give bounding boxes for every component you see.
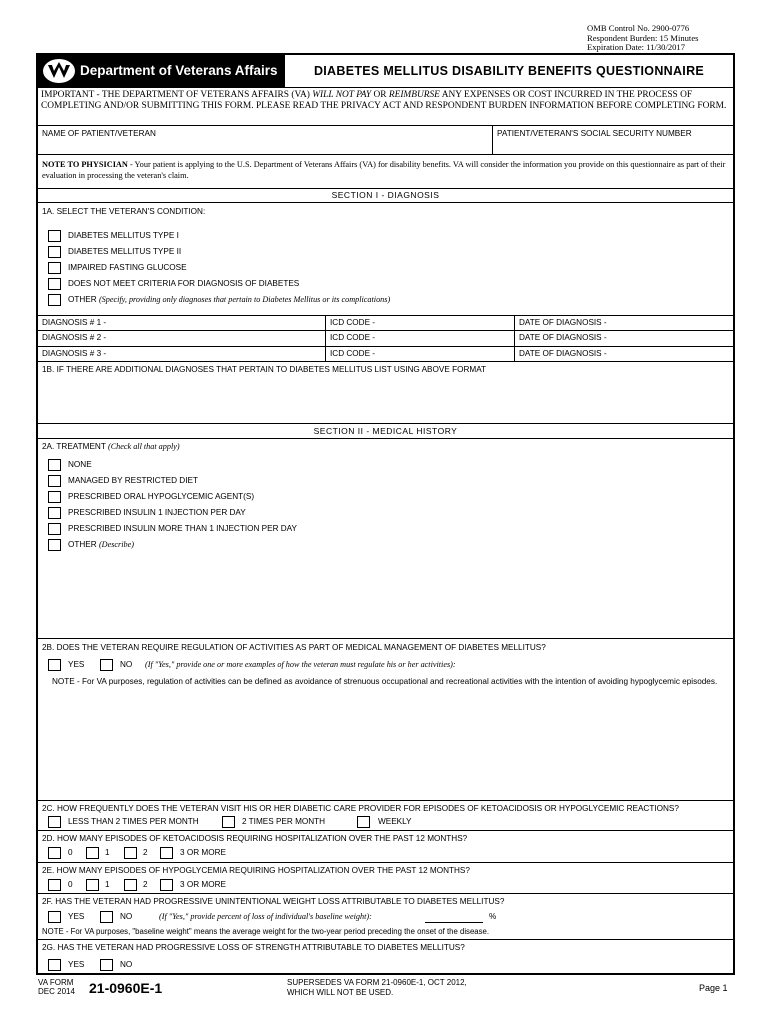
q2d-2-checkbox[interactable] [124, 847, 137, 859]
question-2f [38, 894, 733, 940]
va-logo-icon [41, 58, 77, 84]
ifg-checkbox[interactable] [48, 262, 61, 274]
omb-control: OMB Control No. 2900-0776 [587, 23, 690, 33]
footer-page: Page 1 [699, 983, 728, 993]
question-2c [38, 801, 733, 831]
treatment-insulin-1-label: PRESCRIBED INSULIN 1 INJECTION PER DAY [68, 508, 246, 517]
q2c-weekly-checkbox[interactable] [357, 816, 370, 828]
department-name: Department of Veterans Affairs [80, 63, 278, 78]
q2d-0-checkbox[interactable] [48, 847, 61, 859]
icd-3-label: ICD CODE - [330, 349, 376, 358]
ssn-label: PATIENT/VETERAN'S SOCIAL SECURITY NUMBER [497, 129, 692, 138]
q2c-weekly-label: WEEKLY [378, 817, 412, 826]
q2b-note: (If "Yes," provide one or more examples of how the veteran must regulate his or her activities): [145, 660, 456, 669]
omb-expiration: Expiration Date: 11/30/2017 [587, 42, 686, 53]
type1-checkbox[interactable] [48, 230, 61, 242]
treatment-other-note: (Describe) [98, 540, 134, 549]
footer-date: DEC 2014 [38, 987, 75, 996]
diagnosis-3-label: DIAGNOSIS # 3 - [42, 349, 107, 358]
q2b-note-2: NOTE - For VA purposes, regulation of activities can be defined as avoidance of strenuous occupational and recreational activities with the intention of avoiding hypoglycemic episodes. [52, 677, 718, 686]
percent-input-line[interactable] [425, 922, 483, 923]
form-title: DIABETES MELLITUS DISABILITY BENEFITS QUESTIONNAIRE [313, 64, 705, 78]
q2e-label: 2E. HOW MANY EPISODES OF HYPOGLYCEMIA REQUIRING HOSPITALIZATION OVER THE PAST 12 MONTHS? [42, 866, 470, 875]
footer-form-id [38, 978, 75, 996]
q2c-label: 2C. HOW FREQUENTLY DOES THE VETERAN VISIT HIS OR HER DIABETIC CARE PROVIDER FOR EPISODES OF KETOACIDOSIS OR HYPOGLYCEMIC REACTIONS? [42, 804, 679, 813]
q2e-0-label: 0 [68, 880, 73, 889]
diagnosis-1-label: DIAGNOSIS # 1 - [42, 318, 107, 327]
section-1-title: SECTION I - DIAGNOSIS [38, 189, 733, 203]
patient-name-label: NAME OF PATIENT/VETERAN [42, 129, 156, 138]
section-2-title: SECTION II - MEDICAL HISTORY [38, 424, 733, 439]
footer-supersedes [287, 978, 467, 998]
diagnosis-row [38, 347, 733, 362]
treatment-insulin-multi-checkbox[interactable] [48, 523, 61, 535]
note-to-physician [38, 155, 733, 189]
date-1-label: DATE OF DIAGNOSIS - [519, 318, 607, 327]
treatment-oral-label: PRESCRIBED ORAL HYPOGLYCEMIC AGENT(S) [68, 492, 255, 501]
important-notice [38, 88, 733, 126]
treatment-other-label [68, 540, 134, 549]
treatment-diet-label: MANAGED BY RESTRICTED DIET [68, 476, 198, 485]
q2g-no-checkbox[interactable] [100, 959, 113, 971]
form-header [38, 55, 733, 88]
q2a-note: (Check all that apply) [107, 442, 180, 451]
va-header-badge [38, 55, 285, 87]
date-3-label: DATE OF DIAGNOSIS - [519, 349, 607, 358]
q1b-label: 1B. IF THERE ARE ADDITIONAL DIAGNOSES THAT PERTAIN TO DIABETES MELLITUS LIST USING ABOVE FORMAT [42, 365, 487, 374]
q2e-3plus-checkbox[interactable] [160, 879, 173, 891]
patient-info-row [38, 126, 733, 155]
treatment-none-label: NONE [68, 460, 92, 469]
q2c-2times-label: 2 TIMES PER MONTH [242, 817, 326, 826]
q2e-2-checkbox[interactable] [124, 879, 137, 891]
footer-supersedes-2: WHICH WILL NOT BE USED. [287, 988, 394, 997]
question-2g [38, 940, 733, 975]
q2f-yes-label: YES [68, 912, 85, 921]
ifg-label: IMPAIRED FASTING GLUCOSE [68, 263, 187, 272]
treatment-diet-checkbox[interactable] [48, 475, 61, 487]
treatment-oral-checkbox[interactable] [48, 491, 61, 503]
other-note: (Specify, providing only diagnoses that pertain to Diabetes Mellitus or its complications) [98, 295, 391, 304]
divider [325, 316, 326, 330]
q2e-2-label: 2 [143, 880, 148, 889]
omb-burden: Respondent Burden: 15 Minutes [587, 32, 699, 43]
not-diabetes-checkbox[interactable] [48, 278, 61, 290]
note-label: NOTE TO PHYSICIAN [42, 160, 128, 169]
q2b-label: 2B. DOES THE VETERAN REQUIRE REGULATION OF ACTIVITIES AS PART OF MEDICAL MANAGEMENT OF DIABETES MELLITUS? [42, 643, 546, 652]
q2e-1-label: 1 [105, 880, 110, 889]
other-condition-checkbox[interactable] [48, 294, 61, 306]
divider [514, 347, 515, 361]
other-label: OTHER [68, 295, 97, 304]
important-text-1: IMPORTANT - THE DEPARTMENT OF VETERANS AFFAIRS (VA) [41, 90, 313, 100]
diagnosis-row [38, 331, 733, 347]
q2f-no-label: NO [120, 912, 133, 921]
type2-label: DIABETES MELLITUS TYPE II [68, 247, 182, 256]
question-2e [38, 863, 733, 894]
diagnosis-row [38, 316, 733, 331]
q2g-no-label: NO [120, 960, 133, 969]
note-text: - Your patient is applying to the U.S. Department of Veterans Affairs (VA) for disability benefits. VA will consider the information you provide on this questionnaire as part of their evaluation in processing the veteran's claim. [42, 160, 726, 180]
question-2b [38, 639, 733, 801]
treatment-insulin-multi-label: PRESCRIBED INSULIN MORE THAN 1 INJECTION PER DAY [68, 524, 297, 533]
q2d-1-checkbox[interactable] [86, 847, 99, 859]
important-text-5: ANY EXPENSES OR COST INCURRED IN THE PROCESS OF COMPLETING AND/OR SUBMITTING THIS FORM. PLEASE READ THE PRIVACY ACT AND RESPONDENT BURDEN INFORMATION BEFORE COMPLETING FORM. [41, 90, 727, 111]
type1-label: DIABETES MELLITUS TYPE I [68, 231, 179, 240]
q2f-note: (If "Yes," provide percent of loss of individual's baseline weight): [159, 912, 372, 921]
q2a-text: 2A. TREATMENT [42, 442, 108, 451]
q2d-3plus-label: 3 OR MORE [180, 848, 226, 857]
important-text-2: WILL NOT PAY [312, 90, 372, 100]
q2f-no-checkbox[interactable] [100, 911, 113, 923]
q2b-no-label: NO [120, 660, 133, 669]
important-text-3: OR [371, 90, 389, 100]
question-2d [38, 831, 733, 863]
question-2a [38, 439, 733, 639]
q2b-yes-label: YES [68, 660, 85, 669]
q2d-label: 2D. HOW MANY EPISODES OF KETOACIDOSIS REQUIRING HOSPITALIZATION OVER THE PAST 12 MONTHS? [42, 834, 468, 843]
q2b-no-checkbox[interactable] [100, 659, 113, 671]
footer-va-form: VA FORM [38, 978, 74, 987]
q2g-yes-label: YES [68, 960, 85, 969]
footer-supersedes-1: SUPERSEDES VA FORM 21-0960E-1, OCT 2012, [287, 978, 467, 987]
q2d-1-label: 1 [105, 848, 110, 857]
q2f-note-2: NOTE - For VA purposes, "baseline weight" means the average weight for the two-year period preceding the onset of the disease. [42, 927, 490, 936]
divider [514, 316, 515, 330]
other-condition-label [68, 295, 390, 304]
question-1a [38, 203, 733, 316]
divider [325, 331, 326, 346]
q2f-yes-checkbox[interactable] [48, 911, 61, 923]
q2d-3plus-checkbox[interactable] [160, 847, 173, 859]
q2d-0-label: 0 [68, 848, 73, 857]
not-diabetes-label: DOES NOT MEET CRITERIA FOR DIAGNOSIS OF DIABETES [68, 279, 300, 288]
type2-checkbox[interactable] [48, 246, 61, 258]
q2e-0-checkbox[interactable] [48, 879, 61, 891]
omb-block [587, 24, 698, 53]
treatment-other-checkbox[interactable] [48, 539, 61, 551]
q2c-less-checkbox[interactable] [48, 816, 61, 828]
footer-form-number: 21-0960E-1 [89, 980, 163, 996]
q2g-yes-checkbox[interactable] [48, 959, 61, 971]
diagnosis-2-label: DIAGNOSIS # 2 - [42, 333, 107, 342]
questionnaire-form [36, 53, 735, 975]
percent-sign: % [489, 912, 497, 921]
divider [325, 347, 326, 361]
treatment-insulin-1-checkbox[interactable] [48, 507, 61, 519]
question-1b [38, 362, 733, 424]
q2f-label: 2F. HAS THE VETERAN HAD PROGRESSIVE UNINTENTIONAL WEIGHT LOSS ATTRIBUTABLE TO DIABETES MELLITUS? [42, 897, 505, 906]
q2c-less-label: LESS THAN 2 TIMES PER MONTH [68, 817, 199, 826]
q2b-yes-checkbox[interactable] [48, 659, 61, 671]
divider [514, 331, 515, 346]
q2e-1-checkbox[interactable] [86, 879, 99, 891]
q1a-label: 1A. SELECT THE VETERAN'S CONDITION: [42, 207, 206, 216]
q2g-label: 2G. HAS THE VETERAN HAD PROGRESSIVE LOSS OF STRENGTH ATTRIBUTABLE TO DIABETES MELLITUS? [42, 943, 465, 952]
icd-1-label: ICD CODE - [330, 318, 376, 327]
q2d-2-label: 2 [143, 848, 148, 857]
q2e-3plus-label: 3 OR MORE [180, 880, 226, 889]
icd-2-label: ICD CODE - [330, 333, 376, 342]
divider [492, 126, 493, 154]
q2c-2times-checkbox[interactable] [222, 816, 235, 828]
q2a-label [42, 442, 180, 451]
important-text-4: REIMBURSE [388, 90, 440, 100]
date-2-label: DATE OF DIAGNOSIS - [519, 333, 607, 342]
treatment-none-checkbox[interactable] [48, 459, 61, 471]
treatment-other-text: OTHER [68, 540, 97, 549]
